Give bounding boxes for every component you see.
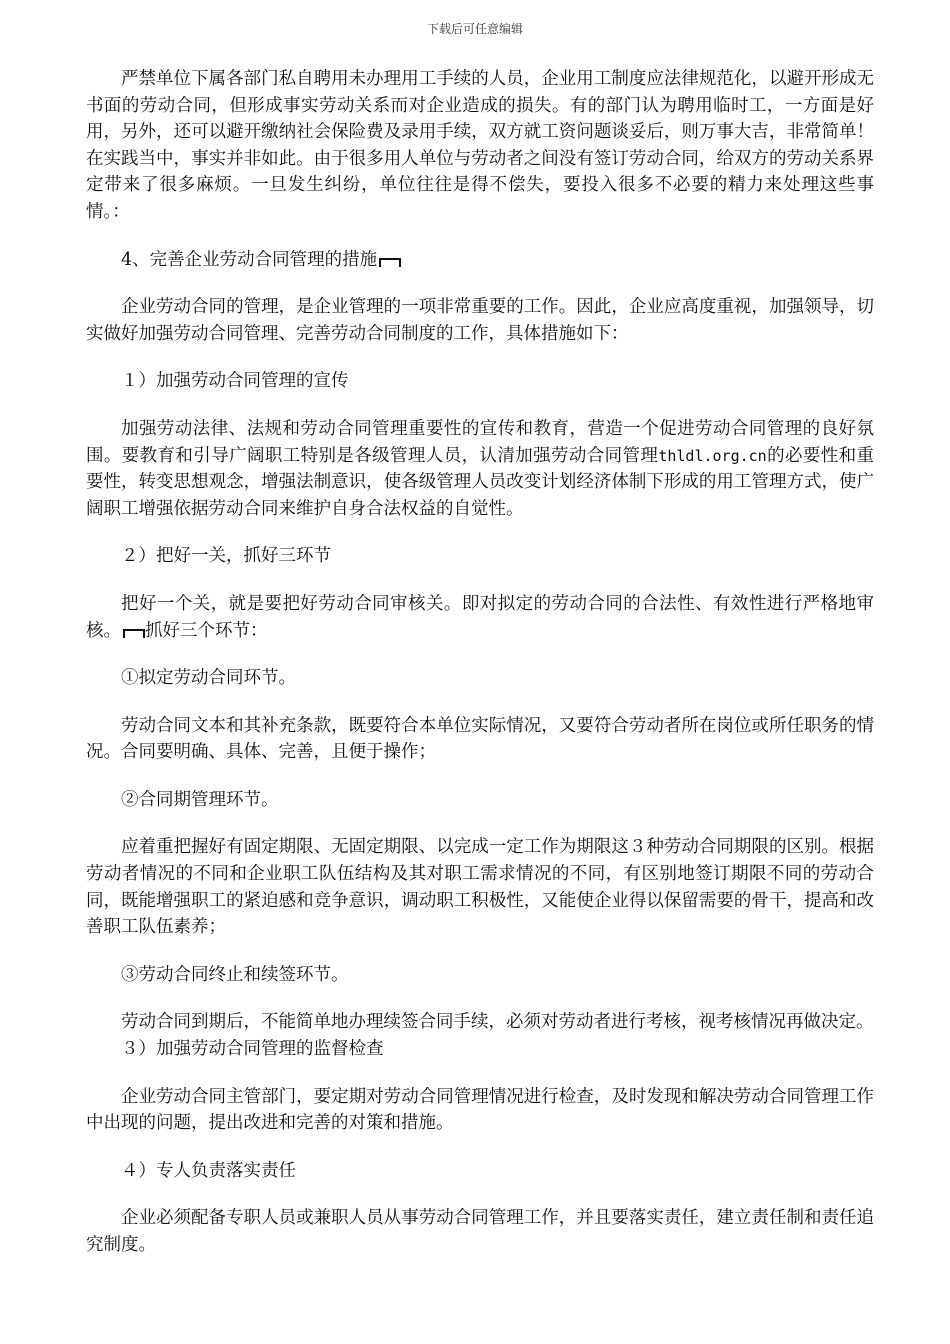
- subheading-4: ４）专人负责落实责任: [121, 1160, 296, 1181]
- section-heading-text: 4、完善企业劳动合同管理的措施: [121, 249, 378, 270]
- paragraph-3-text-a: 加强劳动法律、法规和劳动合同管理重要性的宣传和教育，营造一个促进劳动合同管理的良好氛围。要教育和引导广阔职工特别是各级管理人员，认清加强劳动合同管理: [86, 418, 874, 466]
- paragraph-9: 企业必须配备专职人员或兼职人员从事劳动合同管理工作，并且要落实责任，建立责任制和责任追究制度。: [86, 1208, 874, 1255]
- step-heading-1: ①拟定劳动合同环节。: [121, 668, 296, 689]
- paragraph-8: 企业劳动合同主管部门，要定期对劳动合同管理情况进行检查，及时发现和解决劳动合同管理工作中出现的问题，提出改进和完善的对策和措施。: [86, 1086, 874, 1134]
- step-heading-2: ②合同期管理环节。: [121, 789, 279, 810]
- website-url: thldl.org.cn: [658, 446, 767, 465]
- page-header: 下载后可任意编辑: [426, 22, 523, 36]
- subheading-2: ２）把好一关，抓好三环节: [121, 546, 331, 567]
- paragraph-4-text-b: 抓好三个环节：: [145, 620, 268, 641]
- paragraph-2: 企业劳动合同的管理，是企业管理的一项非常重要的工作。因此，企业应高度重视，加强领导，切实做好加强劳动合同管理、完善劳动合同制度的工作，具体措施如下：: [86, 297, 874, 344]
- step-heading-3: ③劳动合同终止和续签环节。: [121, 964, 349, 985]
- paragraph-6: 应着重把握好有固定期限、无固定期限、以完成一定工作为期限这３种劳动合同期限的区别。根据劳动者情况的不同和企业职工队伍结构及其对职工需求情况的不同，有区别地签订期限不同的劳动合同，既能增强职工的紧迫感和竞争意识，调动职工积极性，又能使企业得以保留需要的骨干，提高和改善职工队伍素养；: [86, 837, 874, 938]
- bracket-mark-icon: [123, 629, 145, 638]
- paragraph-3: [86, 416, 874, 522]
- bracket-mark-icon: [379, 258, 401, 267]
- paragraph-4-text-a: 把好一个关，就是要把好劳动合同审核关。即对拟定的劳动合同的合法性、有效性进行严格地审核。: [86, 593, 874, 641]
- paragraph-5: 劳动合同文本和其补充条款，既要符合本单位实际情况，又要符合劳动者所在岗位或所任职务的情况。合同要明确、具体、完善，且便于操作；: [86, 715, 874, 763]
- paragraph-1: 严禁单位下属各部门私自聘用未办理用工手续的人员，企业用工制度应法律规范化，以避开形成无书面的劳动合同，但形成事实劳动关系而对企业造成的损失。有的部门认为聘用临时工，一方面是好用，另外，还可以避开缴纳社会保险费及录用手续，双方就工资问题谈妥后，则万事大吉，非常简单！在实践当中，事实并非如此。由于很多用人单位与劳动者之间没有签订劳动合同，给双方的劳动关系界定带来了很多麻烦。一旦发生纠纷，单位往往是得不偿失，要投入很多不必要的精力来处理这些事情。：: [86, 69, 874, 222]
- paragraph-7: 劳动合同到期后，不能简单地办理续签合同手续，必须对劳动者进行考核，视考核情况再做决定。: [121, 1012, 874, 1033]
- document-body: [86, 66, 874, 1259]
- subheading-1: １）加强劳动合同管理的宣传: [121, 371, 349, 392]
- paragraph-4: [86, 591, 874, 644]
- paragraph-3-text-b: 的必要性和重要性，转变思想观念，增强法制意识，使各级管理人员改变计划经济体制下形成的用工管理方式，使广阔职工增强依据劳动合同来维护自身合法权益的自觉性。: [86, 445, 875, 519]
- section-heading-4: [86, 247, 874, 274]
- subheading-3: ３）加强劳动合同管理的监督检查: [121, 1039, 384, 1060]
